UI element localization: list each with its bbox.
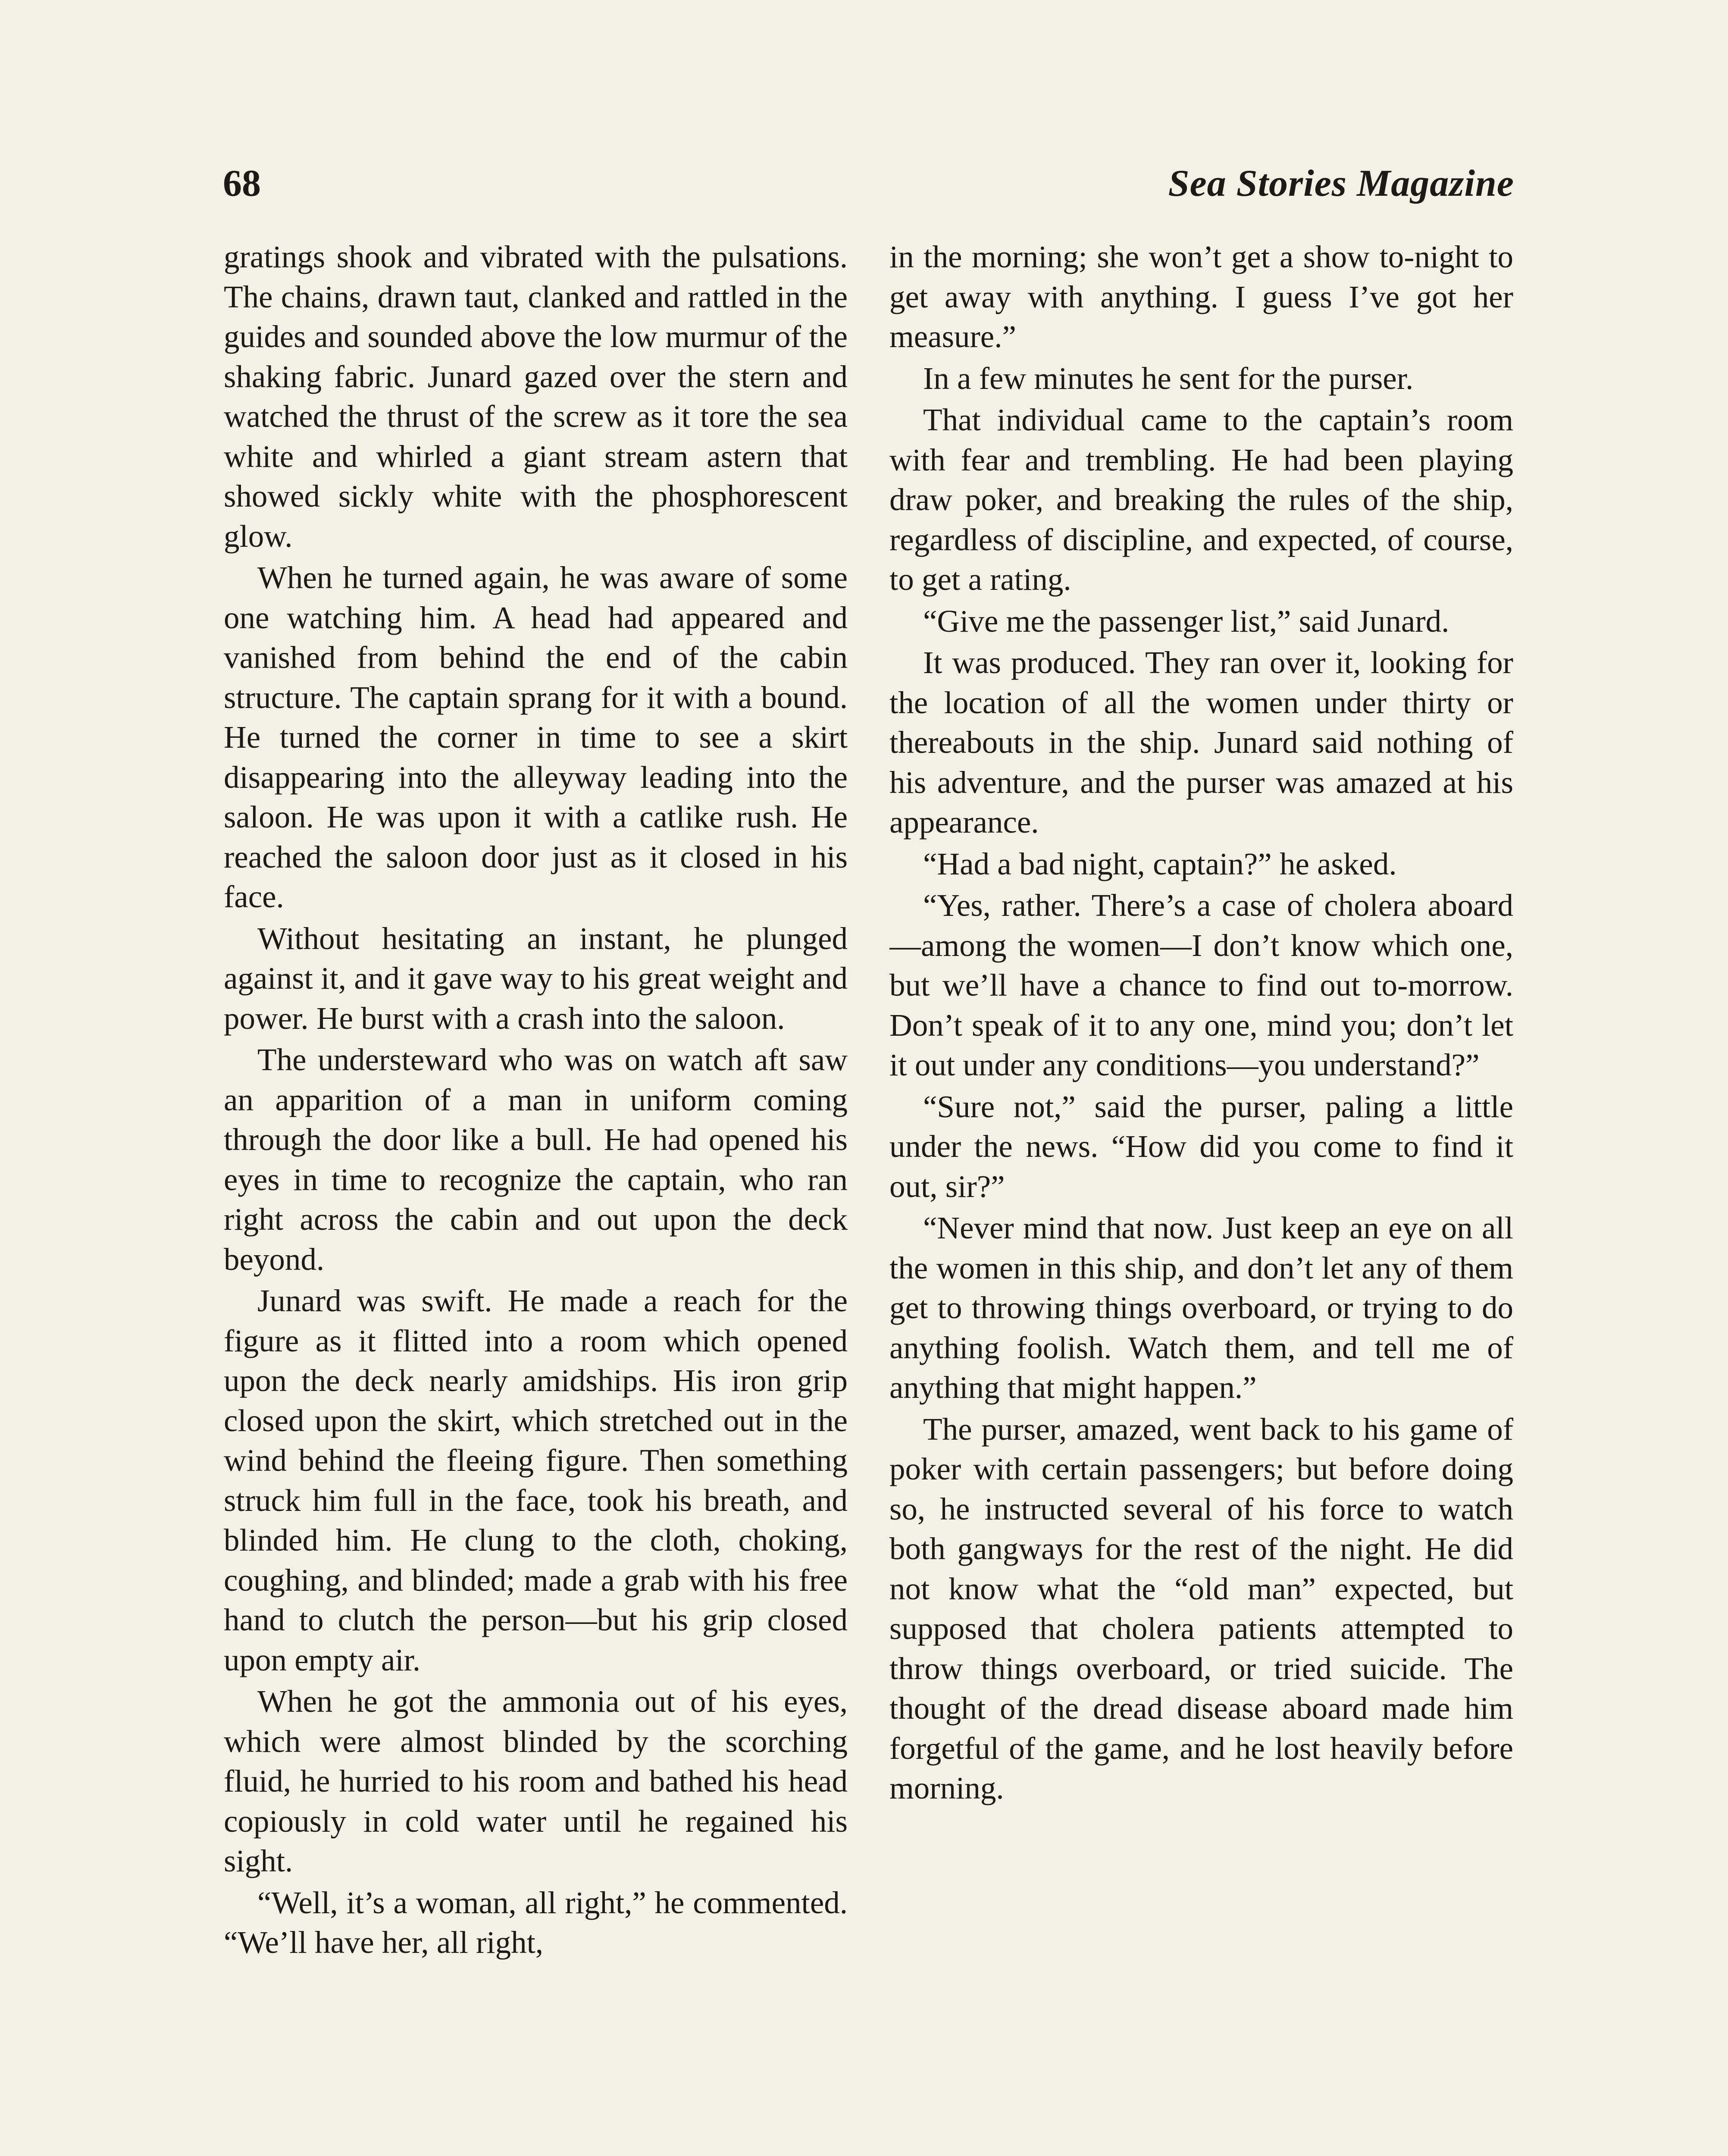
page-number: 68 <box>223 163 261 204</box>
paragraph: in the morning; she won’t get a show to-night to get away with anything. I guess I’ve got her measure.” <box>889 239 1513 354</box>
page-header <box>223 158 1514 210</box>
paragraph: When he turned again, he was aware of some one watching him. A head had appeared and vanished from behind the end of the cabin structure. The captain sprang for it with a bound. He turned the corner in time to see a skirt disappearing into the alleyway leading into the saloon. He was upon it with a catlike rush. He reached the saloon door just as it closed in his face. <box>224 560 848 914</box>
paragraph: It was produced. They ran over it, looking for the location of all the women under thirty or thereabouts in the ship. Junard said nothing of his adventure, and the purser was amazed at his appearance. <box>889 645 1513 840</box>
paragraph: When he got the ammonia out of his eyes, which were almost blinded by the scorching fluid, he hurried to his room and bathed his head copiously in cold water until he regained his sight. <box>224 1684 848 1878</box>
paragraph: “Never mind that now. Just keep an eye on all the women in this ship, and don’t let any of them get to throwing things overboard, or trying to do anything foolish. Watch them, and tell me of anything that might happen.” <box>889 1210 1513 1405</box>
paragraph: “Give me the passenger list,” said Junard. <box>923 603 1449 639</box>
paragraph: The purser, amazed, went back to his game of poker with certain passengers; but before doing so, he instructed several of his force to watch both gangways for the rest of the night. He did not know what the “old man” expected, but supposed that cholera patients attempted to throw things overboard, or tried suicide. The thought of the dread disease aboard made him forgetful of the game, and he lost heavily before morning. <box>889 1411 1513 1805</box>
paragraph: “Yes, rather. There’s a case of cholera aboard—among the women—I don’t know which one, but we’ll have a chance to find out to-morrow. Don’t speak of it to any one, mind you; don’t let it out under any conditions—you understand?” <box>889 888 1513 1082</box>
paragraph: Junard was swift. He made a reach for the figure as it flitted into a room which opened upon the deck nearly amidships. His iron grip closed upon the skirt, which stretched out in the wind behind the fleeing figure. Then something struck him full in the face, took his breath, and blinded him. He clung to the cloth, choking, coughing, and blinded; made a grab with his free hand to clutch the person—but his grip closed upon empty air. <box>224 1283 848 1677</box>
paragraph: “Sure not,” said the purser, paling a little under the news. “How did you come to find it out, sir?” <box>889 1089 1513 1204</box>
left-column <box>224 237 848 2156</box>
paragraph: In a few minutes he sent for the purser. <box>923 360 1414 396</box>
paragraph: The understeward who was on watch aft saw an apparition of a man in uniform coming through the door like a bull. He had opened his eyes in time to recognize the captain, who ran right across the cabin and out upon the deck beyond. <box>224 1042 848 1277</box>
paragraph: “Had a bad night, captain?” he asked. <box>923 846 1397 881</box>
paragraph: Without hesitating an instant, he plunged against it, and it gave way to his great weight and power. He burst with a crash into the saloon. <box>224 921 848 1036</box>
right-column <box>889 237 1513 2156</box>
magazine-title: Sea Stories Magazine <box>1168 163 1514 204</box>
paragraph: That individual came to the captain’s room with fear and trembling. He had been playing draw poker, and breaking the rules of the ship, regardless of discipline, and expected, of course, to get a rating. <box>889 402 1513 597</box>
paragraph: gratings shook and vibrated with the pulsations. The chains, drawn taut, clanked and rattled in the guides and sounded above the low murmur of the shaking fabric. Junard gazed over the stern and watched the thrust of the screw as it tore the sea white and whirled a giant stream astern that showed sickly white with the phosphorescent glow. <box>224 239 848 554</box>
paragraph: “Well, it’s a woman, all right,” he commented. “We’ll have her, all right, <box>224 1885 848 1960</box>
